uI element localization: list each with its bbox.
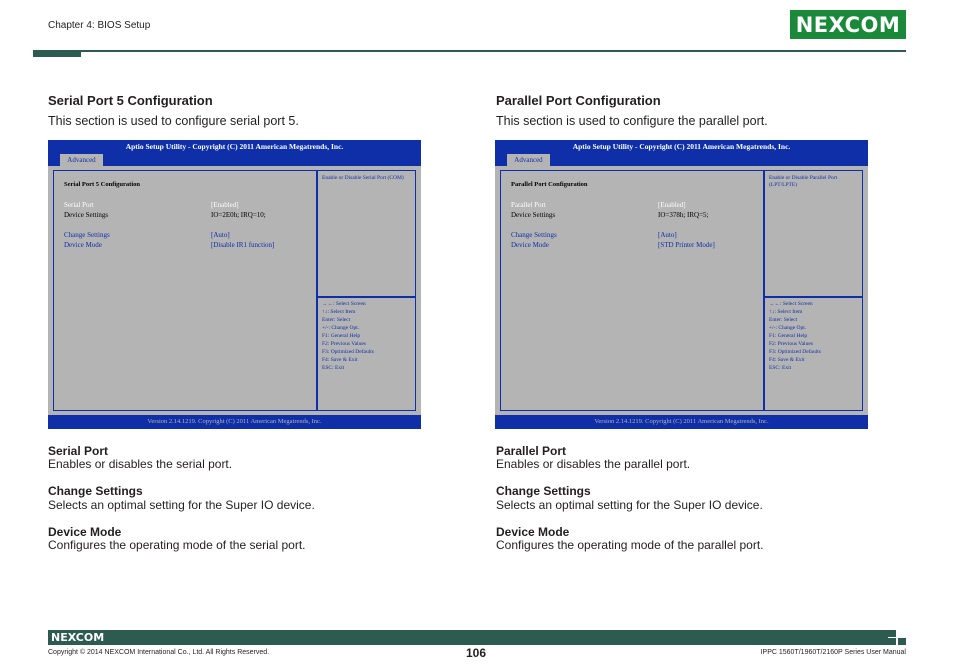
section-desc-serial: This section is used to configure serial port 5. [48, 114, 299, 128]
key-hint: →←: Select Screen [322, 301, 366, 307]
footer-copyright: Copyright © 2014 NEXCOM International Co., Ltd. All Rights Reserved. [48, 649, 270, 656]
bios-tab-bar [48, 154, 421, 166]
item-title-change-settings: Change Settings [496, 484, 591, 498]
item-desc-change-settings: Selects an optimal setting for the Super IO device. [496, 498, 763, 512]
key-hint: ESC: Exit [769, 365, 792, 371]
key-hint: F2: Previous Values [769, 341, 813, 347]
bios-value-device-settings: IO=378h; IRQ=5; [658, 211, 709, 219]
tab-advanced[interactable]: Advanced [60, 154, 103, 166]
bios-heading: Serial Port 5 Configuration [64, 181, 141, 188]
footer-bar [48, 630, 906, 645]
bios-option-change-settings[interactable]: Change Settings [511, 231, 557, 239]
bios-help-text: Enable or Disable Serial Port (COM) [322, 175, 404, 181]
item-desc-change-settings: Selects an optimal setting for the Super IO device. [48, 498, 315, 512]
bios-version-bar: Version 2.14.1219. Copyright (C) 2011 American Megatrends, Inc. [48, 415, 421, 429]
key-hint: F1: General Help [322, 333, 361, 339]
tab-advanced[interactable]: Advanced [507, 154, 550, 166]
bios-option-device-mode[interactable]: Device Mode [511, 241, 549, 249]
bios-version-bar: Version 2.14.1219. Copyright (C) 2011 American Megatrends, Inc. [495, 415, 868, 429]
key-hint: F2: Previous Values [322, 341, 366, 347]
bios-main-pane [500, 170, 764, 411]
bios-key-legend [764, 297, 863, 411]
bios-option-parallel-port[interactable]: Parallel Port [511, 201, 546, 209]
bios-option-serial-port[interactable]: Serial Port [64, 201, 94, 209]
key-hint: Enter: Select [322, 317, 351, 323]
bios-title-bar: Aptio Setup Utility - Copyright (C) 2011 American Megatrends, Inc. [495, 140, 868, 154]
item-desc-serial-port: Enables or disables the serial port. [48, 457, 233, 471]
section-title-parallel: Parallel Port Configuration [496, 93, 661, 108]
bios-value-change-settings[interactable]: [Auto] [658, 231, 677, 239]
key-hint: ESC: Exit [322, 365, 345, 371]
footer-logo: NEXCOM [51, 631, 105, 644]
footer-squares-icon [888, 630, 906, 645]
item-title-device-mode: Device Mode [48, 525, 122, 539]
bios-value-device-mode[interactable]: [STD Printer Mode] [658, 241, 715, 249]
key-hint: F4: Save & Exit [322, 357, 358, 363]
bios-help-pane [764, 170, 863, 297]
bios-option-device-mode[interactable]: Device Mode [64, 241, 102, 249]
bios-value-change-settings[interactable]: [Auto] [211, 231, 230, 239]
bios-tab-bar [495, 154, 868, 166]
chapter-label: Chapter 4: BIOS Setup [48, 20, 151, 31]
section-desc-parallel: This section is used to configure the parallel port. [496, 114, 768, 128]
item-desc-device-mode: Configures the operating mode of the parallel port. [496, 538, 764, 552]
bios-option-change-settings[interactable]: Change Settings [64, 231, 110, 239]
key-hint: F3: Optimized Defaults [769, 349, 821, 355]
bios-help-text: Enable or Disable Parallel Port (LPT/LPTE) [769, 175, 838, 188]
footer-manual-title: IPPC 1560T/1960T/2160P Series User Manual [760, 649, 906, 656]
key-hint: +/-: Change Opt. [322, 325, 360, 331]
key-hint: Enter: Select [769, 317, 798, 323]
item-desc-device-mode: Configures the operating mode of the serial port. [48, 538, 306, 552]
bios-heading: Parallel Port Configuration [511, 181, 588, 188]
item-title-serial-port: Serial Port [48, 444, 109, 458]
key-hint: +/-: Change Opt. [769, 325, 807, 331]
key-hint: F3: Optimized Defaults [322, 349, 374, 355]
key-hint: →←: Select Screen [769, 301, 813, 307]
bios-screen-parallel [495, 140, 868, 429]
key-hint: F4: Save & Exit [769, 357, 805, 363]
header-rule [48, 50, 906, 52]
item-title-change-settings: Change Settings [48, 484, 143, 498]
bios-value-serial-port[interactable]: [Enabled] [211, 201, 239, 209]
key-hint: F1: General Help [769, 333, 808, 339]
item-desc-parallel-port: Enables or disables the parallel port. [496, 457, 691, 471]
bios-key-legend [317, 297, 416, 411]
bios-title-bar: Aptio Setup Utility - Copyright (C) 2011 American Megatrends, Inc. [48, 140, 421, 154]
section-title-serial: Serial Port 5 Configuration [48, 93, 213, 108]
bios-label-device-settings: Device Settings [511, 211, 556, 219]
bios-value-device-mode[interactable]: [Disable IR1 function] [211, 241, 275, 249]
bios-main-pane [53, 170, 317, 411]
bios-help-pane [317, 170, 416, 297]
key-hint: ↑↓: Select Item [322, 309, 356, 315]
nexcom-logo: NEXCOM [790, 10, 906, 39]
page-number: 106 [466, 646, 487, 660]
bios-value-parallel-port[interactable]: [Enabled] [658, 201, 686, 209]
bios-label-device-settings: Device Settings [64, 211, 109, 219]
item-title-parallel-port: Parallel Port [496, 444, 567, 458]
bios-screen-serial [48, 140, 421, 429]
item-title-device-mode: Device Mode [496, 525, 570, 539]
bios-value-device-settings: IO=2E0h; IRQ=10; [211, 211, 266, 219]
key-hint: ↑↓: Select Item [769, 309, 803, 315]
